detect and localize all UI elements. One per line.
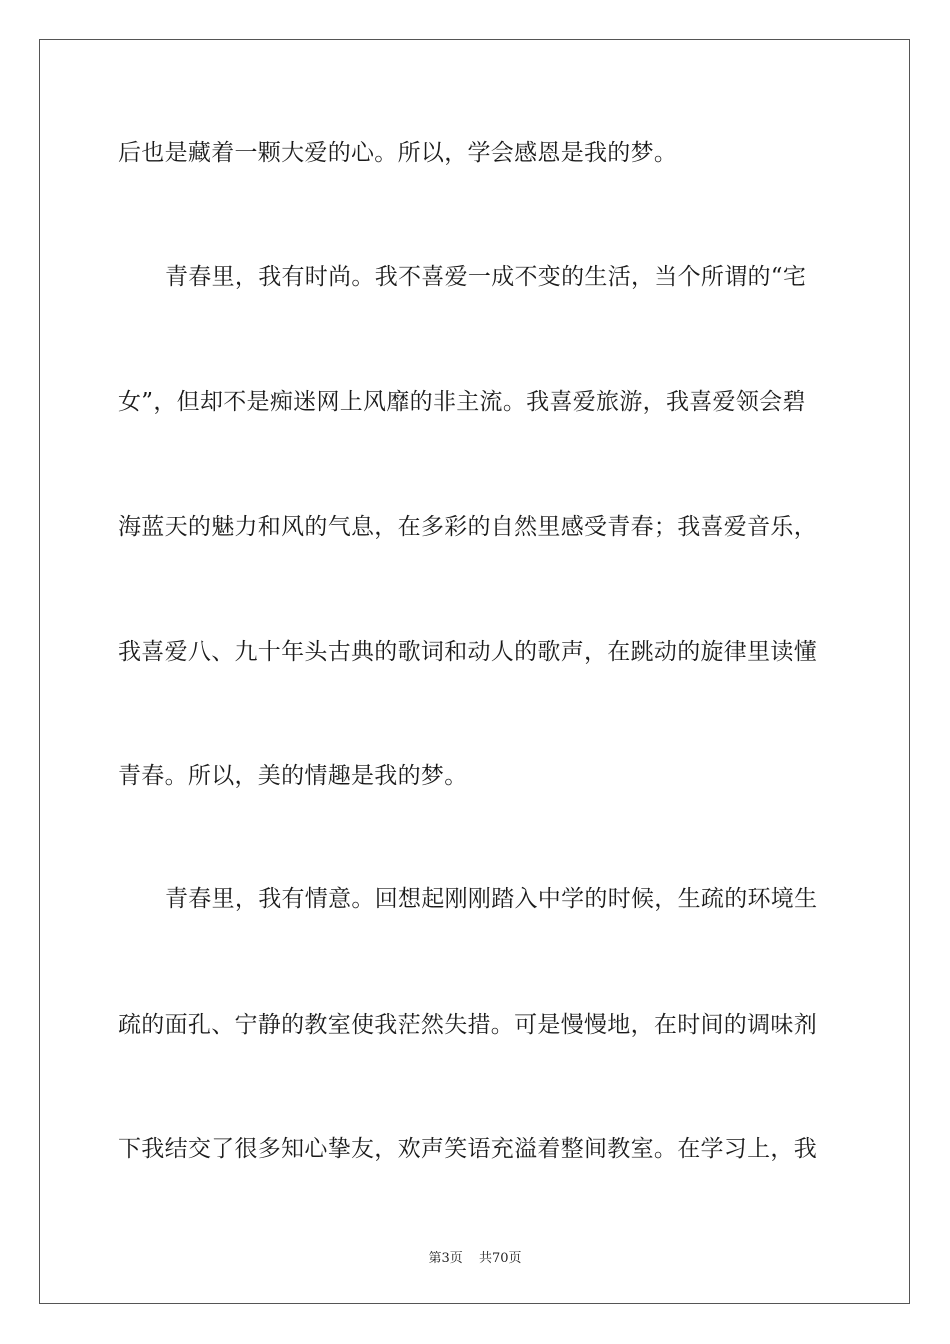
paragraph-start-line: 青春里，我有时尚。我不喜爱一成不变的生活，当个所谓的“宅 [165, 264, 807, 290]
page-total: 共70页 [478, 1251, 522, 1266]
page-border [39, 39, 910, 1304]
text-line-3: 女”，但却不是痴迷网上风靡的非主流。我喜爱旅游，我喜爱领会碧 [118, 389, 806, 415]
text-line-6: 青春。所以，美的情趣是我的梦。 [118, 763, 468, 789]
page-number: 第3页 [428, 1251, 463, 1266]
text-line-8: 疏的面孔、宁静的教室使我茫然失措。可是慢慢地，在时间的调味剂 [118, 1012, 817, 1038]
paragraph-start-line: 青春里，我有情意。回想起刚刚踏入中学的时候，生疏的环境生 [165, 886, 818, 912]
text-line-4: 海蓝天的魅力和风的气息，在多彩的自然里感受青春；我喜爱音乐， [118, 514, 817, 540]
text-line-5: 我喜爱八、九十年头古典的歌词和动人的歌声，在跳动的旋律里读懂 [118, 639, 817, 665]
text-line-9: 下我结交了很多知心挚友，欢声笑语充溢着整间教室。在学习上，我 [118, 1136, 817, 1162]
page-footer [0, 1247, 950, 1266]
text-line-1: 后也是藏着一颗大爱的心。所以，学会感恩是我的梦。 [118, 140, 678, 166]
